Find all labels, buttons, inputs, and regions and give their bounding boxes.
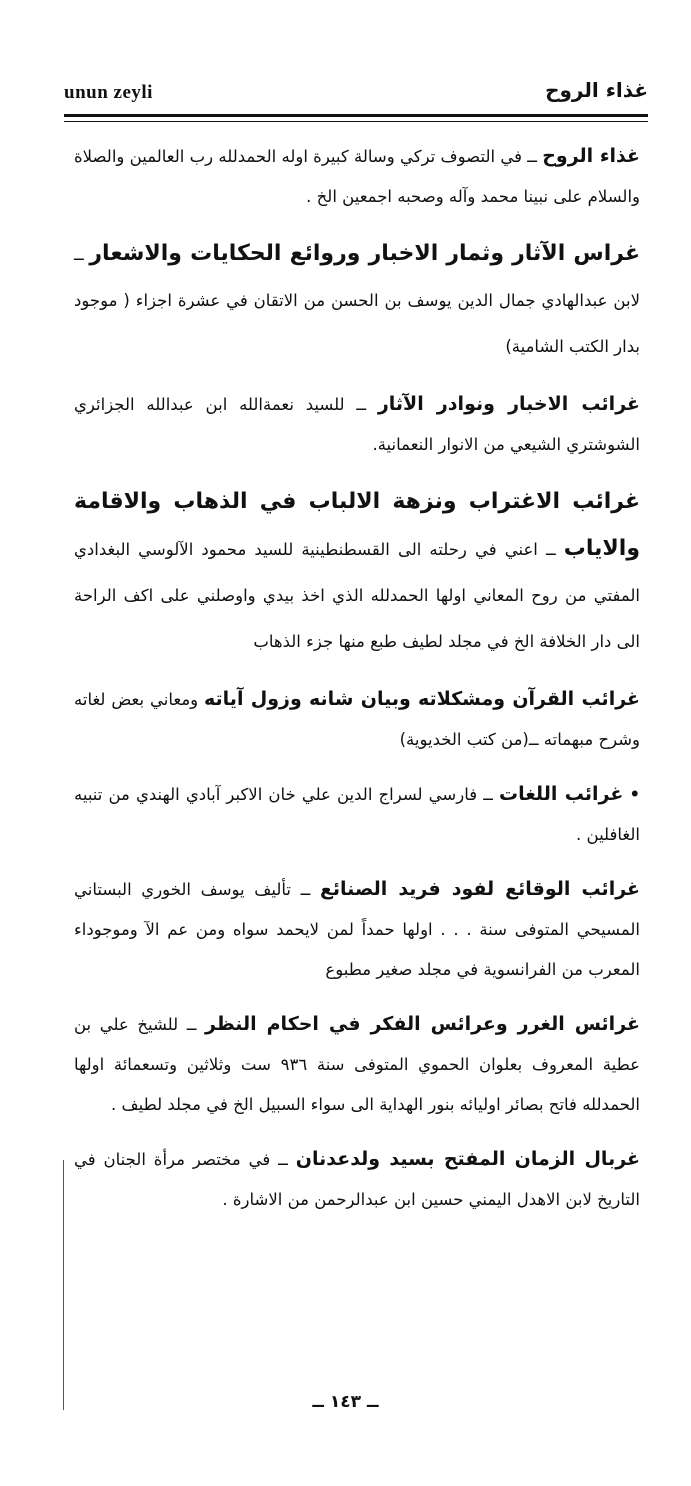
- entry: [74, 136, 640, 217]
- entry-paragraph: [74, 1004, 640, 1125]
- entry-text: ــ للشيخ علي بن عطية المعروف بعلوان الحموي المتوفى سنة ٩٣٦ ست وثلاثين وتسعمائة اولها الحمدلله فاتح بصائر اوليائه بنور الهداية الى سواء السبيل الخ في مجلد لطيف .: [74, 1015, 640, 1114]
- entry-text: ــ اعني في رحلته الى القسطنطينية للسيد محمود الآلوسي البغدادي المفتي من روح المعاني اولها الحمدلله الذي اخذ بيدي واوصلني على اكف الراحة الى دار الخلافة الخ في مجلد لطيف طبع منها جزء الذهاب: [74, 540, 640, 651]
- entry-paragraph: [74, 384, 640, 465]
- entry-title: غرائب الاغتراب ونزهة الالباب في الذهاب والاقامة والاياب: [74, 489, 640, 561]
- entry: [74, 231, 640, 370]
- entry: [74, 384, 640, 465]
- entry-paragraph: [74, 679, 640, 760]
- entry-paragraph: [74, 1139, 640, 1220]
- entry: [74, 479, 640, 665]
- entry-text: ــ للسيد نعمةالله ابن عبدالله الجزائري الشوشتري الشيعي من الانوار النعمانية.: [74, 395, 640, 454]
- entry-title: غراس الآثار وثمار الاخبار وروائع الحكايات والاشعار: [89, 241, 640, 266]
- entry-paragraph: [74, 774, 640, 855]
- entry-title: غرائب الوقائع لفود فريد الصنائع: [319, 878, 640, 900]
- header-right-title: غذاء الروح: [545, 78, 648, 102]
- entry: [74, 679, 640, 760]
- entries-column: [74, 136, 640, 1234]
- entry: [74, 1139, 640, 1220]
- margin-line: [63, 1160, 64, 1410]
- entry-title: غرائب الاخبار ونوادر الآثار: [377, 393, 640, 415]
- entry-text: ــ تأليف يوسف الخوري البستاني المسيحي المتوفى سنة . . . اولها حمداً لمن لايحمد سواه ومن عم الآ وموجوداء المعرب من الفرانسوية في مجلد صغير مطبوع: [74, 880, 640, 979]
- entry-text: ــ في مختصر مرأة الجنان في التاريخ لابن الاهدل اليمني حسين ابن عبدالرحمن من الاشارة .: [74, 1150, 640, 1209]
- entry: [74, 1004, 640, 1125]
- entry: [74, 774, 640, 855]
- entry-title: غربال الزمان المفتح بسيد ولدعدنان: [295, 1148, 640, 1170]
- entry-paragraph: [74, 231, 640, 370]
- entry-title: غرائس الغرر وعرائس الفكر في احكام النظر: [204, 1013, 640, 1035]
- entry-title: غرائب القرآن ومشكلاته وبيان شانه وزول آياته: [204, 688, 641, 710]
- entry-text: ــ في التصوف تركي وسالة كبيرة اوله الحمدلله رب العالمين والصلاة والسلام على نبينا محمد وآله وصحبه اجمعين الخ .: [74, 147, 640, 206]
- entry-title: غذاء الروح: [542, 145, 640, 167]
- entry-text: ــ لابن عبدالهادي جمال الدين يوسف بن الحسن من الاتقان في عشرة اجزاء ( موجود بدار الكتب الشامية): [74, 245, 640, 356]
- header-rule-thin: [64, 121, 648, 122]
- entry-title: غرائب اللغات: [498, 783, 624, 805]
- page-number: ــ ١٤٣ ــ: [312, 1392, 379, 1412]
- entry-paragraph: [74, 479, 640, 665]
- entry: [74, 869, 640, 990]
- header-left-text: unun zeyli: [64, 82, 153, 103]
- entry-text: ومعاني بعض لغاته وشرح مبهماته ــ(من كتب الخديوية): [74, 690, 640, 749]
- entry-text: ــ فارسي لسراج الدين علي خان الاكبر آبادي الهندي من تنبيه الغافلين .: [74, 785, 640, 844]
- entry-paragraph: [74, 136, 640, 217]
- header-rule-thick: [64, 114, 648, 117]
- entry-paragraph: [74, 869, 640, 990]
- bullet-icon: •: [629, 785, 640, 804]
- running-header: [64, 78, 648, 108]
